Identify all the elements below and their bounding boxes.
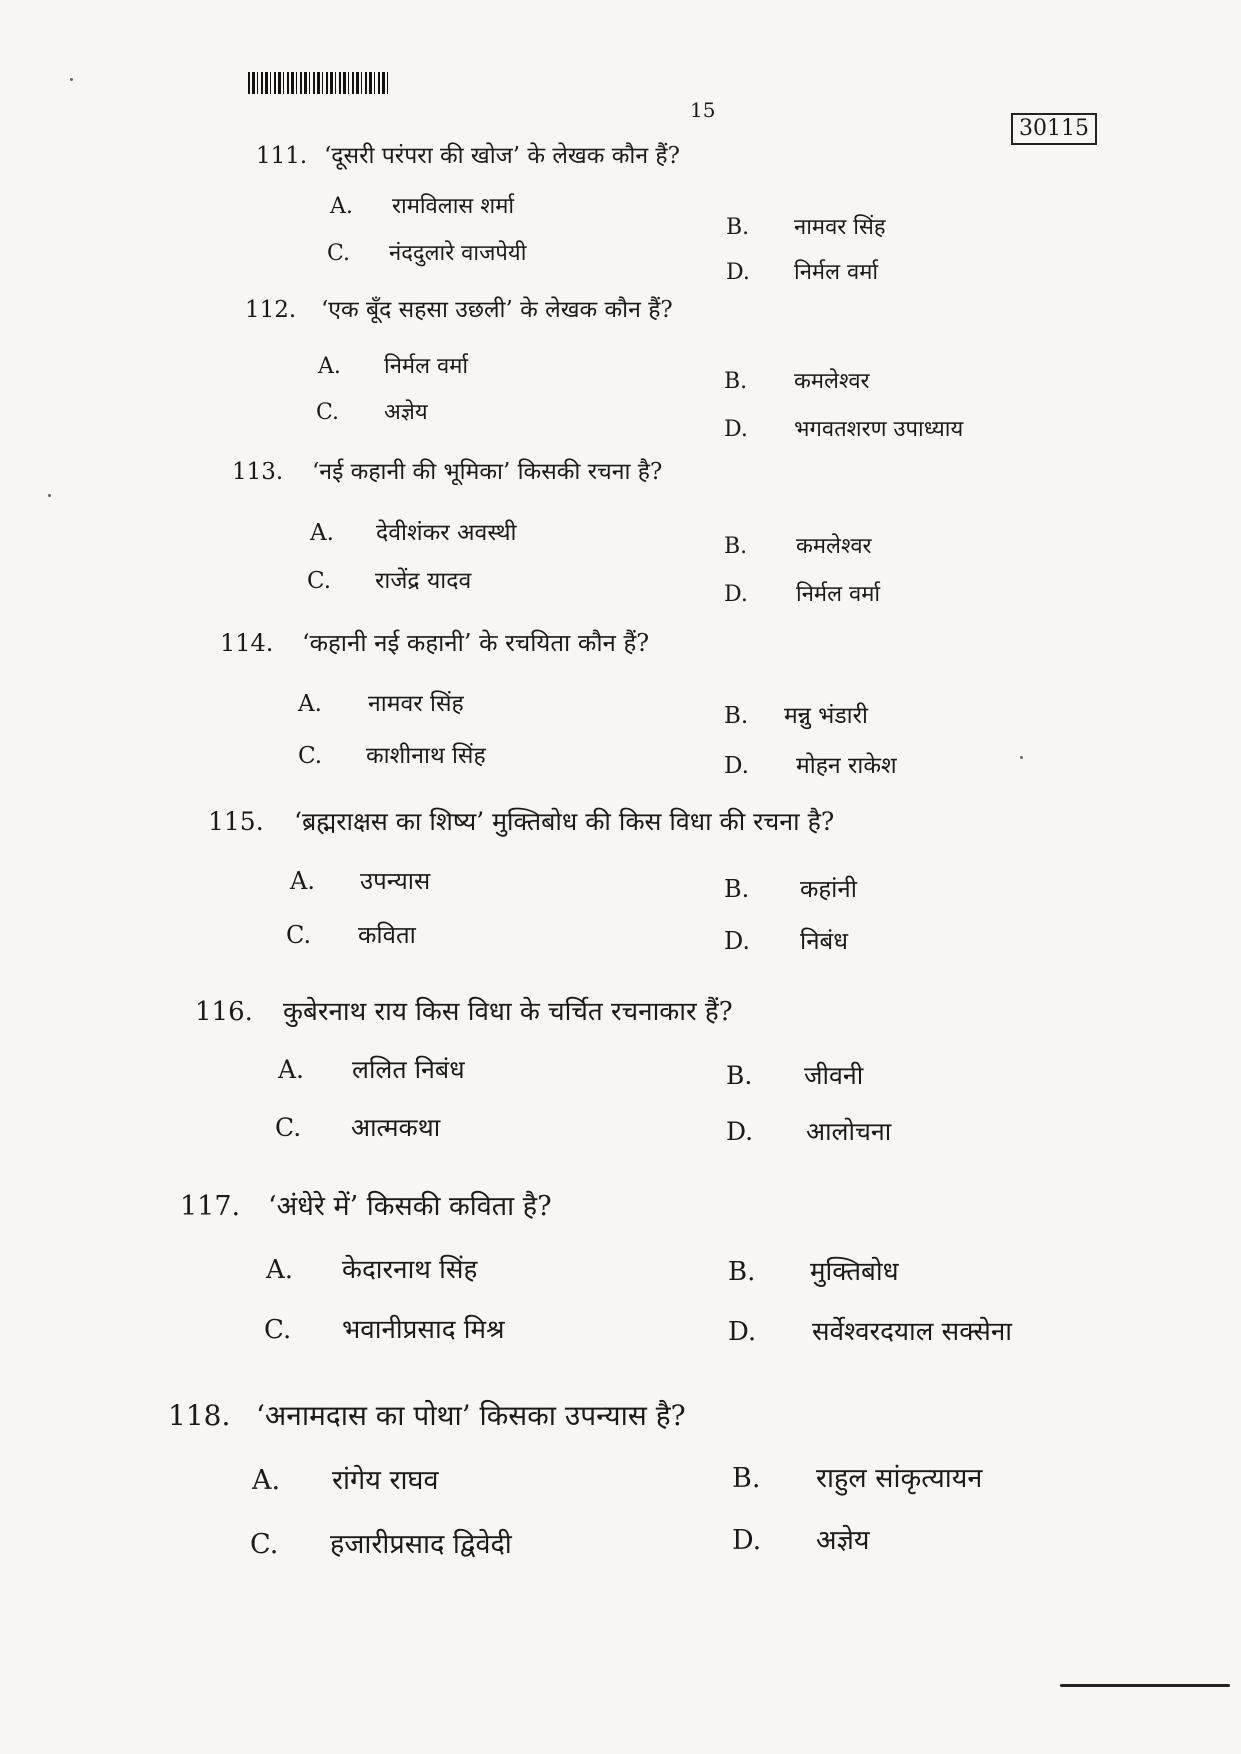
option-text: जीवनी (804, 1061, 864, 1090)
paper-code-box: 30115 (1011, 113, 1097, 145)
option-c (307, 563, 471, 595)
option-letter: B. (726, 1061, 753, 1090)
option-text: नंददुलारे वाजपेयी (389, 241, 527, 266)
option-a (290, 864, 430, 897)
option-text: निर्मल वर्मा (796, 582, 881, 607)
barcode (248, 72, 388, 94)
question-number: 117. (180, 1191, 241, 1222)
option-letter: D. (726, 260, 750, 285)
option-d (724, 578, 880, 608)
question-number: 112. (245, 297, 297, 323)
option-b (728, 1252, 899, 1288)
question-text: ‘नई कहानी की भूमिका’ किसकी रचना है? (312, 459, 663, 485)
option-a (298, 686, 464, 718)
option-c (250, 1524, 512, 1561)
scan-edge-line (1060, 1684, 1230, 1687)
option-text: अज्ञेय (816, 1525, 870, 1556)
option-text: कमलेश्वर (796, 534, 872, 559)
option-letter: C. (327, 241, 351, 266)
option-letter: B. (726, 215, 750, 240)
question-number: 115. (208, 807, 264, 836)
option-text: राजेंद्र यादव (375, 568, 472, 594)
option-b (732, 1458, 982, 1495)
option-c (298, 738, 486, 770)
question-text: ‘ब्रह्मराक्षस का शिष्य’ मुक्तिबोध की किस विधा की रचना है? (294, 807, 835, 836)
question-number: 118. (168, 1399, 231, 1432)
option-d (724, 413, 963, 443)
option-b (724, 530, 872, 560)
option-a (266, 1250, 477, 1286)
option-letter: A. (318, 354, 341, 379)
option-d (726, 256, 878, 286)
option-letter: C. (275, 1113, 302, 1142)
option-b (724, 365, 870, 395)
option-letter: C. (286, 921, 312, 949)
option-text: नामवर सिंह (368, 691, 464, 717)
option-text: मोहन राकेश (796, 753, 897, 779)
option-letter: A. (278, 1055, 305, 1084)
option-d (726, 1114, 891, 1148)
option-d (732, 1520, 870, 1557)
option-text: कविता (358, 921, 416, 949)
scan-speck (48, 494, 51, 497)
option-letter: D. (728, 1317, 757, 1347)
option-a (310, 515, 516, 547)
option-text: आलोचना (806, 1117, 892, 1146)
option-text: उपन्यास (360, 867, 431, 895)
option-text: नामवर सिंह (794, 215, 886, 240)
question-text: ‘एक बूँद सहसा उछली’ के लेखक कौन हैं? (321, 297, 673, 323)
option-c (316, 396, 428, 426)
option-letter: D. (726, 1117, 754, 1146)
option-b (724, 872, 857, 905)
option-d (724, 924, 848, 957)
option-text: कहांनी (800, 875, 857, 903)
option-text: भवानीप्रसाद मिश्र (342, 1315, 505, 1345)
scan-speck (70, 78, 73, 81)
option-letter: A. (266, 1255, 294, 1285)
option-letter: B. (728, 1257, 756, 1287)
option-text: निबंध (800, 927, 848, 955)
option-b (726, 211, 886, 241)
option-text: मन्नु भंडारी (784, 703, 868, 729)
option-letter: C. (250, 1529, 279, 1560)
option-letter: D. (724, 927, 751, 955)
option-c (264, 1310, 505, 1346)
question-text: ‘दूसरी परंपरा की खोज’ के लेखक कौन हैं? (324, 143, 680, 169)
option-text: ललित निबंध (352, 1055, 465, 1084)
option-a (252, 1460, 438, 1497)
option-letter: C. (316, 400, 340, 425)
option-text: हजारीप्रसाद द्विवेदी (330, 1529, 512, 1560)
question-number: 116. (195, 997, 253, 1027)
option-letter: B. (724, 369, 748, 394)
option-letter: D. (724, 417, 748, 442)
option-letter: A. (298, 691, 322, 717)
question-number: 111. (256, 143, 308, 169)
option-text: काशीनाथ सिंह (366, 743, 486, 769)
question-number: 114. (220, 629, 274, 657)
option-letter: C. (264, 1315, 292, 1345)
option-d (728, 1312, 1012, 1348)
option-letter: B. (724, 875, 750, 903)
option-text: मुक्तिबोध (810, 1257, 899, 1287)
option-c (286, 918, 416, 951)
option-a (278, 1052, 465, 1086)
option-letter: D. (724, 582, 748, 607)
question-text: ‘अंधेरे में’ किसकी कविता है? (268, 1191, 552, 1222)
option-text: अज्ञेय (384, 400, 428, 425)
option-letter: A. (310, 520, 334, 546)
option-text: कमलेश्वर (794, 369, 870, 394)
option-text: निर्मल वर्मा (384, 354, 469, 379)
option-c (275, 1110, 440, 1144)
question-text: ‘अनामदास का पोथा’ किसका उपन्यास है? (256, 1399, 686, 1432)
option-letter: B. (732, 1463, 761, 1494)
option-letter: C. (307, 568, 332, 594)
option-text: सर्वेश्वरदयाल सक्सेना (812, 1317, 1013, 1347)
option-letter: A. (290, 867, 315, 895)
option-letter: B. (724, 534, 748, 559)
option-letter: A. (330, 194, 353, 219)
page-number: 15 (690, 98, 716, 122)
option-letter: B. (724, 703, 749, 729)
option-letter: D. (732, 1525, 762, 1556)
option-text: निर्मल वर्मा (794, 260, 879, 285)
option-letter: D. (724, 753, 749, 779)
option-a (330, 190, 514, 220)
question-text: ‘कहानी नई कहानी’ के रचयिता कौन हैं? (302, 629, 650, 657)
option-text: रामविलास शर्मा (392, 194, 515, 219)
scan-speck (1020, 756, 1023, 759)
option-text: राहुल सांकृत्यायन (816, 1463, 983, 1494)
option-letter: A. (252, 1465, 281, 1496)
option-b (726, 1058, 863, 1092)
option-d (724, 748, 897, 780)
option-c (327, 237, 526, 267)
option-text: देवीशंकर अवस्थी (376, 520, 517, 546)
question-number: 113. (232, 459, 284, 485)
option-text: आत्मकथा (351, 1113, 441, 1142)
option-b (724, 698, 868, 730)
option-letter: C. (298, 743, 323, 769)
option-text: रांगेय राघव (332, 1465, 439, 1496)
option-text: केदारनाथ सिंह (342, 1255, 478, 1285)
option-text: भगवतशरण उपाध्याय (794, 417, 964, 442)
question-text: कुबेरनाथ राय किस विधा के चर्चित रचनाकार हैं? (283, 997, 733, 1027)
option-a (318, 350, 468, 380)
